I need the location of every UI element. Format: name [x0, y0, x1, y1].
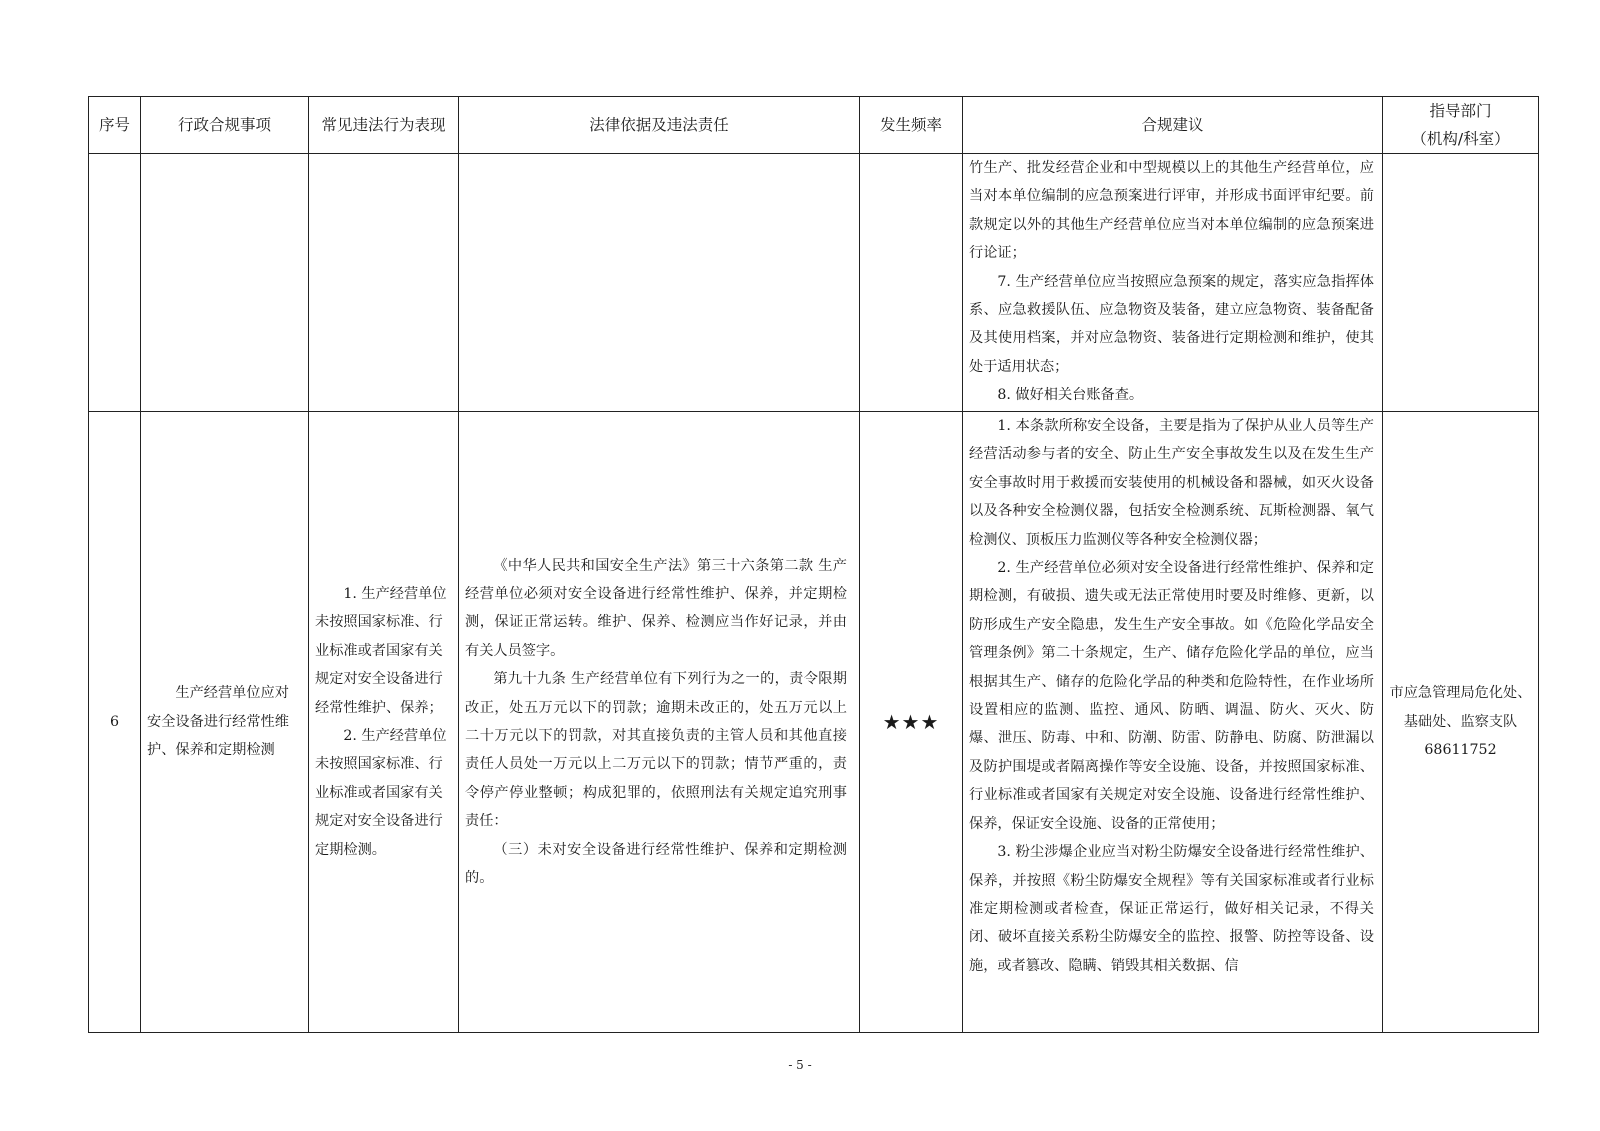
- header-violations: 常见违法行为表现: [309, 97, 459, 154]
- row6-violation-2: 2. 生产经营单位未按照国家标准、行业标准或者国家有关规定对安全设备进行定期检测。: [315, 728, 447, 858]
- page-number: - 5 -: [788, 1058, 812, 1072]
- row6-frequency-stars: ★★★: [860, 412, 963, 1033]
- cont-frequency-cell: [860, 154, 963, 412]
- cont-advice-para-2: 7. 生产经营单位应当按照应急预案的规定，落实应急指挥体系、应急救援队伍、应急物资及装备，建立应急物资、装备配备及其使用档案，并对应急物资、装备进行定期检测和维护，使其处于适用状态；: [969, 273, 1374, 375]
- header-index: 序号: [89, 97, 141, 154]
- row6-legal-para-2: 第九十九条 生产经营单位有下列行为之一的，责令限期改正，处五万元以下的罚款；逾期未改正的，处五万元以上二十万元以下的罚款，对其直接负责的主管人员和其他直接责任人员处一万元以上二万元以下的罚款；情节严重的，责令停产停业整顿；构成犯罪的，依照刑法有关规定追究刑事责任：: [465, 671, 847, 830]
- row6-advice-para-1: 1. 本条款所称安全设备，主要是指为了保护从业人员等生产经营活动参与者的安全、防止生产安全事故发生以及在发生生产安全事故时用于救援而安装使用的机械设备和器械，如灭火设备以及各种安全检测仪器，包括安全检测系统、瓦斯检测器、氧气检测仪、顶板压力监测仪等各种安全检测仪器；: [969, 418, 1374, 548]
- header-row: [89, 97, 1539, 154]
- cont-matter-cell: [141, 154, 309, 412]
- row6-index: 6: [89, 412, 141, 1033]
- row6-advice-cell: [963, 412, 1383, 1033]
- header-department-line2: （机构/科室）: [1411, 130, 1510, 148]
- cont-legal-cell: [459, 154, 860, 412]
- header-legal-basis: 法律依据及违法责任: [459, 97, 860, 154]
- row6-matter-cell: [141, 412, 309, 1033]
- row6-legal-cell: [459, 412, 860, 1033]
- row6-legal-para-3: （三）未对安全设备进行经常性维护、保养和定期检测的。: [465, 841, 847, 887]
- row6-advice-para-3: 3. 粉尘涉爆企业应当对粉尘防爆安全设备进行经常性维护、保养，并按照《粉尘防爆安全规程》等有关国家标准或者行业标准定期检测或者检查，保证正常运行，做好相关记录，不得关闭、破坏直接关系粉尘防爆安全的监控、报警、防控等设备、设施，或者篡改、隐瞒、销毁其相关数据、信: [969, 844, 1374, 974]
- cont-violations-cell: [309, 154, 459, 412]
- cont-department-cell: [1383, 154, 1539, 412]
- row6-advice-para-2: 2. 生产经营单位必须对安全设备进行经常性维护、保养和定期检测，有破损、遗失或无法正常使用时要及时维修、更新，以防形成生产安全隐患，发生生产安全事故。如《危险化学品安全管理条例》第二十条规定，生产、储存危险化学品的单位，应当根据其生产、储存的危险化学品的种类和危险特性，在作业场所设置相应的监测、监控、通风、防晒、调温、防火、灭火、防爆、泄压、防毒、中和、防潮、防雷、防静电、防腐、防泄漏以及防护围堤或者隔离操作等安全设施、设备，并按照国家标准、行业标准或者国家有关规定对安全设施、设备进行经常性维护、保养，保证安全设施、设备的正常使用；: [969, 560, 1374, 832]
- compliance-table: [88, 96, 1539, 1033]
- row6-violations-cell: [309, 412, 459, 1033]
- row6-legal-para-1: 《中华人民共和国安全生产法》第三十六条第二款 生产经营单位必须对安全设备进行经常性维护、保养，并定期检测，保证正常运转。维护、保养、检测应当作好记录，并由有关人员签字。: [465, 557, 847, 659]
- row6-matter: 生产经营单位应对安全设备进行经常性维护、保养和定期检测: [147, 685, 289, 759]
- row6-department: 市应急管理局危化处、基础处、监察支队68611752: [1383, 412, 1539, 1033]
- row6-violation-1: 1. 生产经营单位未按照国家标准、行业标准或者国家有关规定对安全设备进行经常性维护、保养；: [315, 585, 447, 716]
- header-frequency: 发生频率: [860, 97, 963, 154]
- header-matter: 行政合规事项: [141, 97, 309, 154]
- table-row-continued: [89, 154, 1539, 412]
- cont-advice-cell: [963, 154, 1383, 412]
- header-advice: 合规建议: [963, 97, 1383, 154]
- cont-index-cell: [89, 154, 141, 412]
- cont-advice-para-3: 8. 做好相关台账备查。: [997, 387, 1144, 404]
- table-row-6: [89, 412, 1539, 1033]
- cont-advice-para-1: 竹生产、批发经营企业和中型规模以上的其他生产经营单位，应当对本单位编制的应急预案进行评审，并形成书面评审纪要。前款规定以外的其他生产经营单位应当对本单位编制的应急预案进行论证；: [969, 160, 1374, 262]
- header-department: [1383, 97, 1539, 154]
- header-department-line1: 指导部门: [1429, 102, 1492, 120]
